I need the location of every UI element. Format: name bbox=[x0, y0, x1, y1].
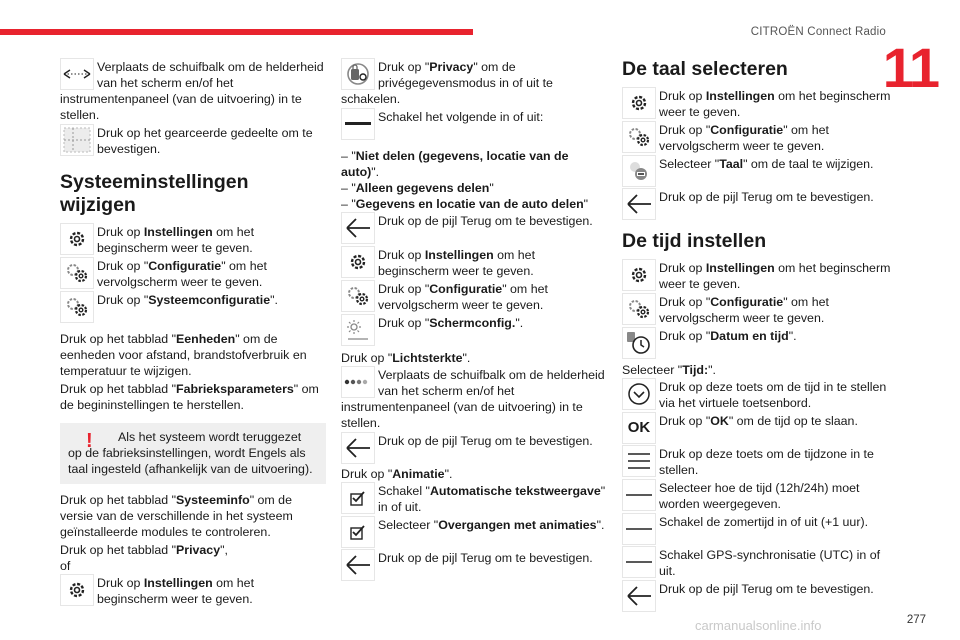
brightness-slider-icon bbox=[60, 58, 94, 90]
back-arrow-icon bbox=[341, 549, 375, 581]
step-configuration: Druk op "Configuratie" om het vervolgscherm weer te geven. bbox=[60, 257, 326, 290]
watermark: carmanualsonline.info bbox=[695, 618, 822, 633]
header-accent-bar bbox=[0, 29, 473, 35]
settings-gear-icon bbox=[622, 87, 656, 119]
back-arrow-icon bbox=[622, 580, 656, 612]
step-settings-2: Druk op Instellingen om het beginscherm weer te geven. bbox=[60, 574, 326, 607]
screen-brightness-icon bbox=[341, 314, 375, 346]
language-icon bbox=[622, 155, 656, 187]
configuration-gears-icon bbox=[622, 121, 656, 153]
heading-time: De tijd instellen bbox=[622, 230, 767, 252]
brightness-menu-paragraph: Druk op "Lichtsterkte". bbox=[341, 351, 471, 365]
toggle-switch-icon bbox=[341, 108, 375, 140]
step-transitions: Selecteer "Overgangen met animaties". bbox=[341, 516, 607, 548]
step-privacy: Druk op "Privacy" om de privégegevensmodus in of uit te schakelen. bbox=[341, 60, 553, 106]
step-configuration-2: Druk op "Configuratie" om het vervolgscherm weer te geven. bbox=[622, 293, 898, 326]
configuration-gears-icon bbox=[622, 293, 656, 325]
option-1: – "Niet delen (gegevens, locatie van de auto)". bbox=[341, 149, 569, 179]
header-title: CITROËN Connect Radio bbox=[750, 26, 886, 38]
shaded-text: Druk op het gearceerde gedeelte om te bevestigen. bbox=[97, 126, 313, 156]
animation-paragraph: Druk op "Animatie". bbox=[341, 467, 453, 481]
back-arrow-icon bbox=[622, 188, 656, 220]
clock-icon bbox=[622, 327, 656, 359]
warning-text: Als het systeem wordt teruggezet op de fabrieksinstellingen, wordt Engels als taal ingesteld (afhankelijk van de uitvoering). bbox=[68, 430, 313, 476]
select-time-paragraph: Selecteer "Tijd:". bbox=[622, 363, 716, 377]
step-configuration: Druk op "Configuratie" om het vervolgscherm weer te geven. bbox=[341, 280, 607, 313]
option-2: – "Alleen gegevens delen" bbox=[341, 181, 494, 195]
step-configuration: Druk op "Configuratie" om het vervolgscherm weer te geven. bbox=[622, 121, 898, 154]
step-back-3: Druk op de pijl Terug om te bevestigen. bbox=[341, 549, 607, 581]
settings-gear-icon bbox=[60, 223, 94, 255]
step-settings-2: Druk op Instellingen om het beginscherm weer te geven. bbox=[622, 259, 898, 292]
step-date-time: Druk op "Datum en tijd". bbox=[622, 327, 898, 359]
column-3 bbox=[622, 58, 898, 613]
step-keyboard: Druk op deze toets om de tijd in te stellen via het virtuele toetsenbord. bbox=[622, 378, 898, 411]
heading-system-settings: Systeeminstellingen wijzigen bbox=[60, 171, 249, 216]
brightness-slider-icon bbox=[341, 366, 375, 398]
step-system-config: Druk op "Systeemconfiguratie". bbox=[60, 291, 326, 323]
step-auto-scroll: Schakel "Automatische tekstweergave" in of uit. bbox=[341, 482, 607, 515]
step-timezone: Druk op deze toets om de tijdzone in te stellen. bbox=[622, 445, 898, 478]
horizontal-line-icon bbox=[622, 546, 656, 578]
step-back-1: Druk op de pijl Terug om te bevestigen. bbox=[622, 188, 898, 220]
shaded-area-icon bbox=[60, 124, 94, 156]
column-1 bbox=[60, 58, 326, 608]
list-icon bbox=[622, 445, 656, 477]
toggle-text: Schakel het volgende in of uit: bbox=[378, 110, 544, 124]
shaded-step bbox=[60, 124, 326, 157]
column-2 bbox=[341, 58, 607, 582]
ok-icon: OK bbox=[622, 412, 656, 444]
horizontal-line-icon bbox=[622, 513, 656, 545]
back-arrow-icon bbox=[341, 212, 375, 244]
factory-paragraph: Druk op het tabblad "Fabrieksparameters" om de begininstellingen te herstellen. bbox=[60, 382, 319, 412]
privacy-paragraph: Druk op het tabblad "Privacy", bbox=[60, 543, 228, 557]
privacy-icon bbox=[341, 58, 375, 90]
back-arrow-icon bbox=[341, 432, 375, 464]
checkbox-icon bbox=[341, 482, 375, 514]
option-3: – "Gegevens en locatie van de auto delen" bbox=[341, 197, 589, 211]
configuration-gears-icon bbox=[341, 280, 375, 312]
step-ok: OK Druk op "OK" om de tijd op te slaan. bbox=[622, 412, 898, 444]
step-toggle bbox=[341, 108, 607, 140]
brightness-step: Verplaats de schuifbalk om de helderheid van het scherm en/of het instrumentenpaneel (van de uitvoering) in te stellen. bbox=[341, 368, 605, 430]
units-paragraph: Druk op het tabblad "Eenheden" om de eenheden voor afstand, brandstofverbruik en temperatuur te wijzigen. bbox=[60, 332, 307, 378]
configuration-gears-icon bbox=[60, 291, 94, 323]
brightness-text: Verplaats de schuifbalk om de helderheid van het scherm en/of het instrumentenpaneel (van de uitvoering) in te stellen. bbox=[60, 60, 324, 122]
step-summer-time: Schakel de zomertijd in of uit (+1 uur). bbox=[622, 513, 898, 545]
settings-gear-icon bbox=[60, 574, 94, 606]
brightness-step bbox=[60, 58, 326, 123]
chapter-number: 11 bbox=[882, 36, 938, 99]
page-number: 277 bbox=[906, 614, 926, 626]
step-screen-config: Druk op "Schermconfig.". bbox=[341, 314, 607, 346]
chevron-down-icon bbox=[622, 378, 656, 410]
step-settings: Druk op Instellingen om het beginscherm weer te geven. bbox=[622, 87, 898, 120]
settings-gear-icon bbox=[622, 259, 656, 291]
step-gps: Schakel GPS-synchronisatie (UTC) in of uit. bbox=[622, 546, 898, 579]
step-language: Selecteer "Taal" om de taal te wijzigen. bbox=[622, 155, 898, 187]
step-back-1: Druk op de pijl Terug om te bevestigen. bbox=[341, 212, 607, 244]
step-back-2: Druk op de pijl Terug om te bevestigen. bbox=[622, 580, 898, 612]
heading-language: De taal selecteren bbox=[622, 58, 788, 80]
sysinfo-paragraph: Druk op het tabblad "Systeeminfo" om de versie van de verschillende in het systeem geïnstalleerde modules te controleren. bbox=[60, 493, 293, 539]
checkbox-icon bbox=[341, 516, 375, 548]
step-back-2: Druk op de pijl Terug om te bevestigen. bbox=[341, 432, 607, 464]
step-settings: Druk op Instellingen om het beginscherm weer te geven. bbox=[341, 246, 607, 279]
step-settings: Druk op Instellingen om het beginscherm weer te geven. bbox=[60, 223, 326, 256]
horizontal-line-icon bbox=[622, 479, 656, 511]
warning-box bbox=[60, 423, 326, 484]
configuration-gears-icon bbox=[60, 257, 94, 289]
warning-icon: ! bbox=[86, 430, 93, 452]
settings-gear-icon bbox=[341, 246, 375, 278]
or-text: of bbox=[60, 559, 71, 573]
step-format: Selecteer hoe de tijd (12h/24h) moet worden weergegeven. bbox=[622, 479, 898, 512]
